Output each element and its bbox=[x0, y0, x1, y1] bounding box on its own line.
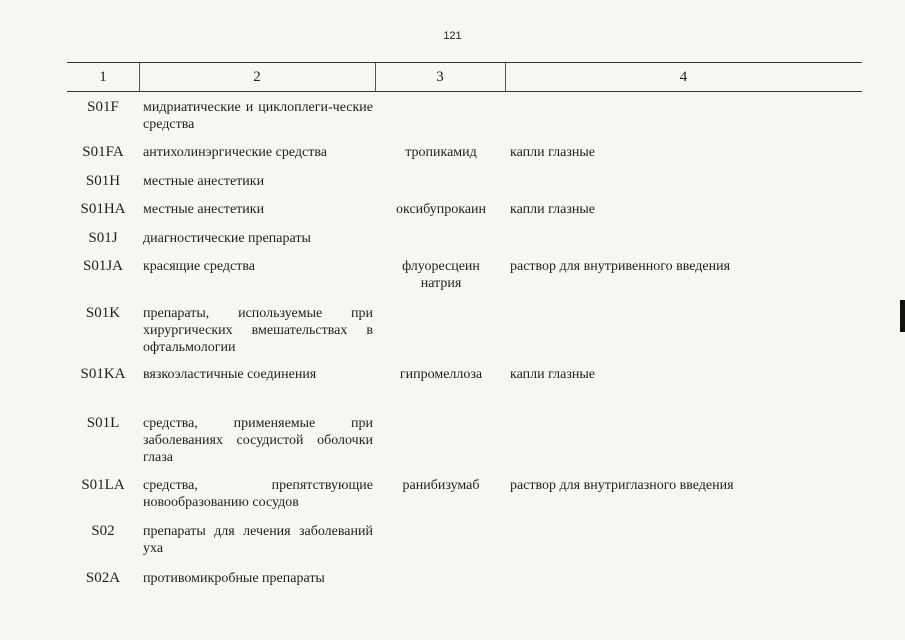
group-name: препараты для лечения заболеваний уха bbox=[143, 524, 373, 556]
atc-code: S01JA bbox=[82, 258, 123, 274]
scan-edge-mark bbox=[900, 300, 905, 332]
table-header bbox=[67, 62, 862, 92]
group-name: местные анестетики bbox=[143, 174, 265, 189]
dosage-form: капли глазные bbox=[510, 145, 595, 160]
atc-code: S01HA bbox=[80, 201, 126, 217]
drug-name: гипромеллоза bbox=[399, 367, 483, 382]
drug-name: флуоресцеин натрия bbox=[402, 259, 480, 291]
group-name: противомикробные препараты bbox=[143, 571, 325, 586]
header-col-1: 1 bbox=[99, 68, 107, 85]
group-name: средства, применяемые при заболеваниях сосудистой оболочки глаза bbox=[143, 416, 373, 465]
group-name: красящие средства bbox=[143, 259, 255, 274]
atc-code: S01KA bbox=[80, 366, 126, 382]
group-name: местные анестетики bbox=[143, 202, 265, 217]
atc-code: S01L bbox=[86, 415, 120, 431]
atc-code: S01F bbox=[87, 99, 119, 115]
page-number: 121 bbox=[443, 30, 462, 42]
dosage-form: раствор для внутривенного введения bbox=[510, 259, 731, 274]
group-name: мидриатические и циклоплеги-ческие средства bbox=[143, 100, 373, 132]
group-name: препараты, используемые при хирургических вмешательствах в офтальмологии bbox=[143, 306, 373, 355]
drug-name: тропикамид bbox=[405, 145, 477, 160]
drug-name: ранибизумаб bbox=[402, 478, 480, 493]
atc-code: S02A bbox=[85, 570, 121, 586]
atc-code: S01H bbox=[85, 173, 121, 189]
atc-code: S01J bbox=[88, 230, 118, 246]
atc-code: S02 bbox=[91, 523, 115, 539]
atc-code: S01FA bbox=[82, 144, 124, 160]
group-name: вязкоэластичные соединения bbox=[143, 367, 317, 382]
group-name: средства, препятствующие новообразованию сосудов bbox=[143, 478, 373, 510]
dosage-form: капли глазные bbox=[510, 367, 595, 382]
group-name: антихолинэргические средства bbox=[143, 145, 327, 160]
atc-code: S01K bbox=[85, 305, 121, 321]
dosage-form: раствор для внутриглазного введения bbox=[510, 478, 734, 493]
header-col-3: 3 bbox=[436, 68, 444, 85]
header-col-4: 4 bbox=[679, 68, 688, 85]
atc-code: S01LA bbox=[81, 477, 125, 493]
drug-name: оксибупрокаин bbox=[395, 202, 487, 217]
group-name: диагностические препараты bbox=[143, 231, 311, 246]
dosage-form: капли глазные bbox=[510, 202, 595, 217]
header-col-2: 2 bbox=[253, 68, 261, 85]
